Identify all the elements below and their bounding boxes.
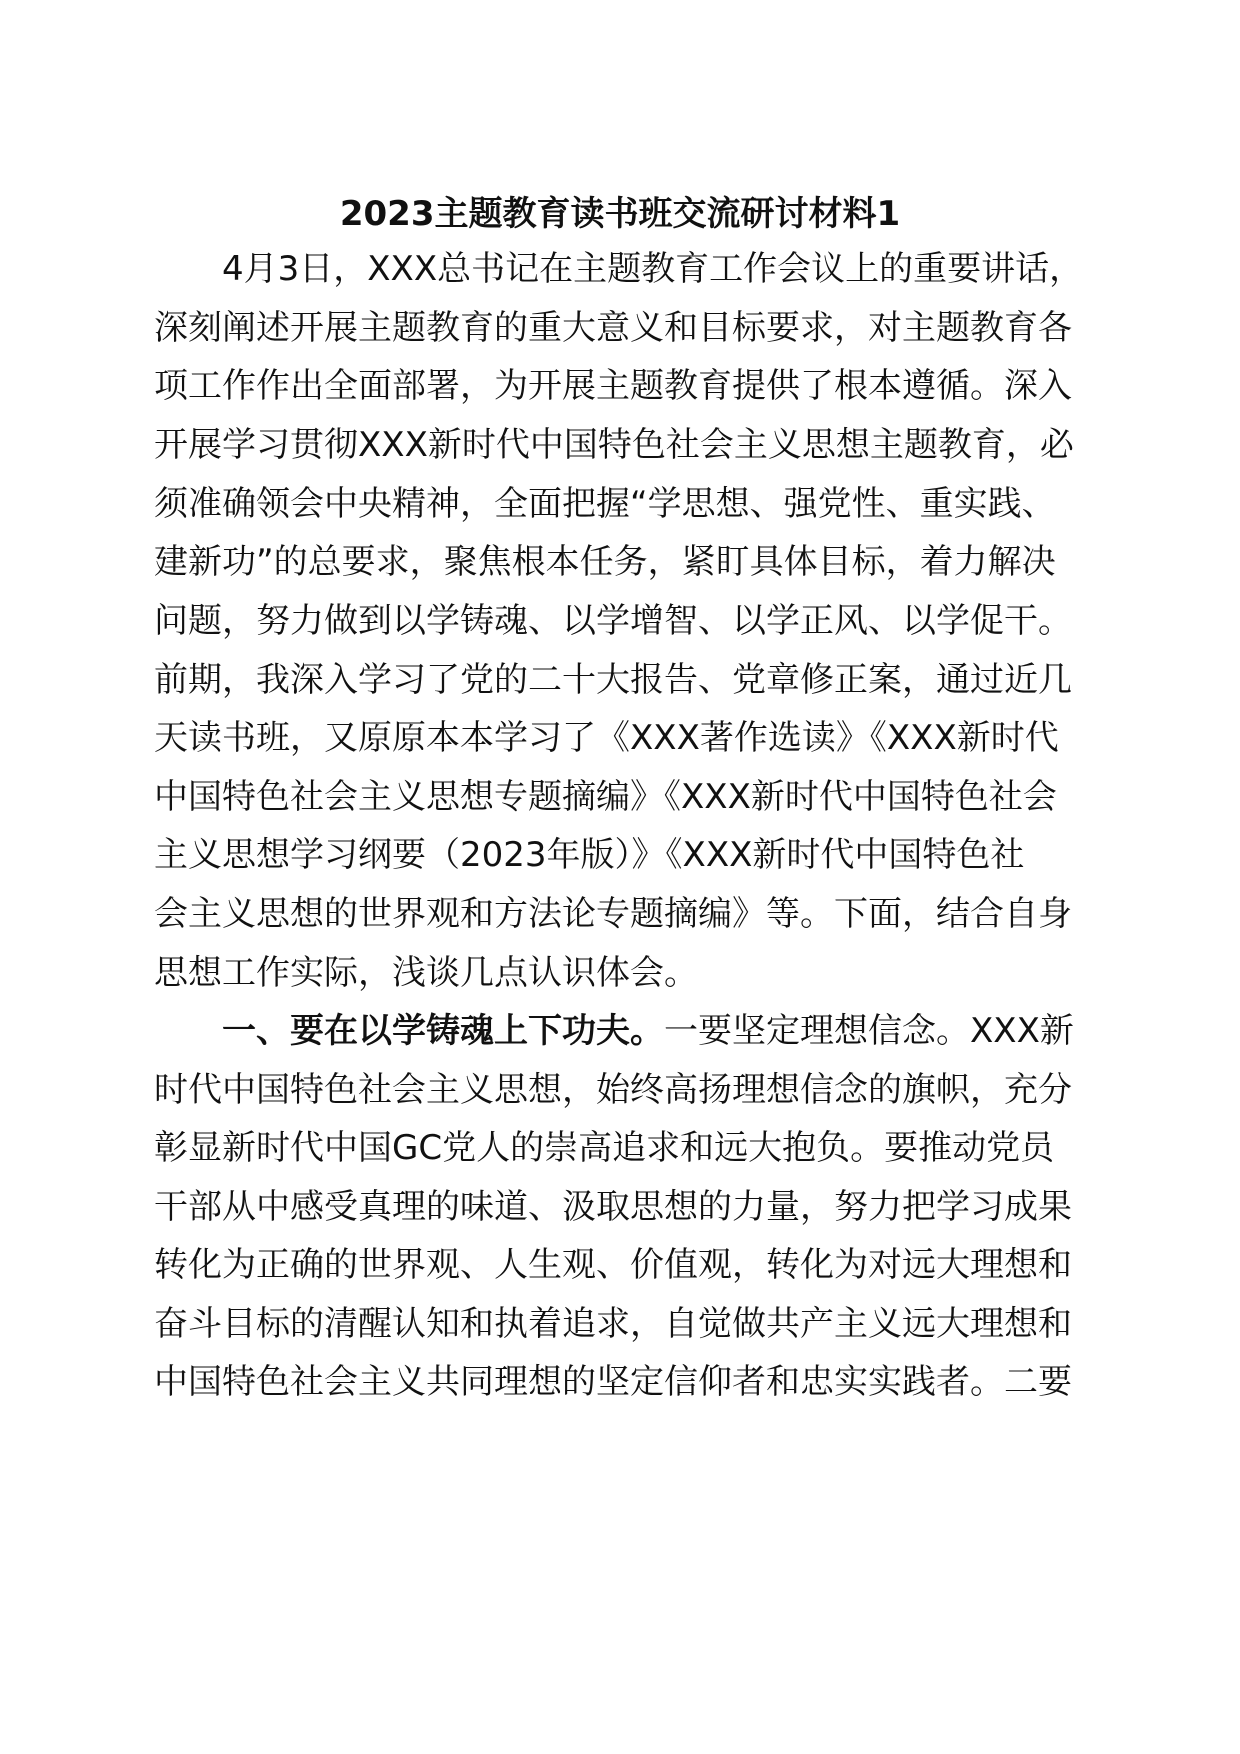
section-heading-line (222, 1006, 1074, 1056)
paragraph-line: 主义思想学习纲要（2023年版）》《XXX新时代中国特色社 (154, 835, 1025, 875)
paragraph-line: 彰显新时代中国GC党人的崇高追求和远大抱负。要推动党员 (154, 1128, 1055, 1168)
paragraph-line: 中国特色社会主义思想专题摘编》《XXX新时代中国特色社会 (154, 777, 1057, 817)
paragraph-line: 4月3日，XXX总书记在主题教育工作会议上的重要讲话， (222, 249, 1084, 289)
paragraph-line: 问题，努力做到以学铸魂、以学增智、以学正风、以学促干。 (154, 601, 1072, 641)
paragraph-text: 一要坚定理想信念。XXX新 (664, 1011, 1074, 1051)
paragraph-line: 深刻阐述开展主题教育的重大意义和目标要求，对主题教育各 (154, 308, 1072, 348)
paragraph-line: 转化为正确的世界观、人生观、价值观，转化为对远大理想和 (154, 1245, 1072, 1285)
paragraph-line: 中国特色社会主义共同理想的坚定信仰者和忠实实践者。二要 (154, 1362, 1072, 1402)
paragraph-line: 前期，我深入学习了党的二十大报告、党章修正案，通过近几 (154, 660, 1072, 700)
paragraph-line: 时代中国特色社会主义思想，始终高扬理想信念的旗帜，充分 (154, 1070, 1072, 1110)
paragraph-line: 思想工作实际，浅谈几点认识体会。 (154, 953, 698, 993)
paragraph-line: 项工作作出全面部署，为开展主题教育提供了根本遵循。深入 (154, 366, 1072, 406)
paragraph-line: 开展学习贯彻XXX新时代中国特色社会主义思想主题教育，必 (154, 425, 1074, 465)
paragraph-line: 建新功”的总要求，聚焦根本任务，紧盯具体目标，着力解决 (154, 542, 1056, 582)
paragraph-line: 会主义思想的世界观和方法论专题摘编》等。下面，结合自身 (154, 894, 1072, 934)
document-title: 2023主题教育读书班交流研讨材料1 (339, 194, 901, 234)
paragraph-line: 干部从中感受真理的味道、汲取思想的力量，努力把学习成果 (154, 1187, 1072, 1227)
section-heading: 一、要在以学铸魂上下功夫。 (222, 1011, 664, 1051)
paragraph-line: 天读书班，又原原本本学习了《XXX著作选读》《XXX新时代 (154, 718, 1059, 758)
paragraph-line: 须准确领会中央精神，全面把握“学思想、强党性、重实践、 (154, 484, 1056, 524)
paragraph-line: 奋斗目标的清醒认知和执着追求，自觉做共产主义远大理想和 (154, 1304, 1072, 1344)
